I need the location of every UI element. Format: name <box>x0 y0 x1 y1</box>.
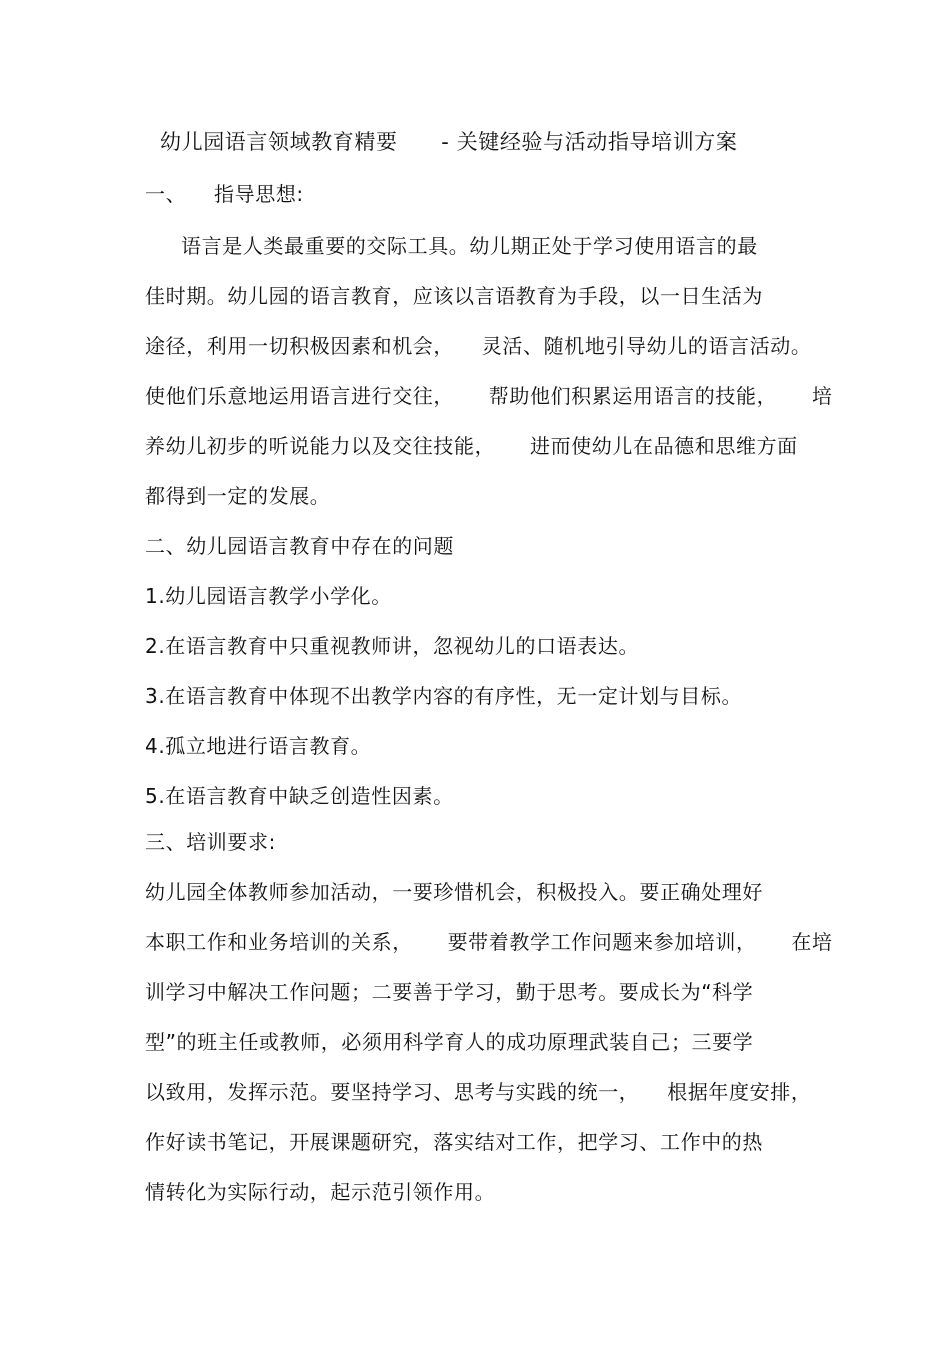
document-title: 幼儿园语言领域教育精要 - 关键经验与活动指导培训方案 <box>160 130 738 154</box>
list-item: 4.孤立地进行语言教育。 <box>145 734 372 758</box>
paragraph-line: 作好读书笔记，开展课题研究，落实结对工作，把学习、工作中的热 <box>145 1130 763 1154</box>
paragraph-line: 语言是人类最重要的交际工具。幼儿期正处于学习使用语言的最 <box>181 234 758 258</box>
paragraph-line: 以致用，发挥示范。要坚持学习、思考与实践的统一， 根据年度安排， <box>145 1080 812 1104</box>
paragraph-line: 型”的班主任或教师，必须用科学育人的成功原理武装自己；三要学 <box>145 1030 754 1054</box>
section-1-heading: 一、 指导思想: <box>145 182 304 206</box>
list-item: 3.在语言教育中体现不出教学内容的有序性，无一定计划与目标。 <box>145 684 743 708</box>
paragraph-line: 都得到一定的发展。 <box>145 484 331 508</box>
section-2-heading: 二、幼儿园语言教育中存在的问题 <box>145 534 454 558</box>
paragraph-line: 养幼儿初步的听说能力以及交往技能， 进而使幼儿在品德和思维方面 <box>145 434 798 458</box>
section-3-heading: 三、培训要求: <box>145 830 276 854</box>
paragraph-line: 佳时期。幼儿园的语言教育，应该以言语教育为手段，以一日生活为 <box>145 284 763 308</box>
paragraph-line: 训学习中解决工作问题；二要善于学习，勤于思考。要成长为“科学 <box>145 980 754 1004</box>
list-item: 5.在语言教育中缺乏创造性因素。 <box>145 784 454 808</box>
paragraph-line: 情转化为实际行动，起示范引领作用。 <box>145 1180 496 1204</box>
paragraph-line: 本职工作和业务培训的关系， 要带着教学工作问题来参加培训， 在培 <box>145 930 833 954</box>
list-item: 2.在语言教育中只重视教师讲，忽视幼儿的口语表达。 <box>145 634 640 658</box>
paragraph-line: 使他们乐意地运用语言进行交往， 帮助他们积累运用语言的技能， 培 <box>145 384 833 408</box>
paragraph-line: 幼儿园全体教师参加活动，一要珍惜机会，积极投入。要正确处理好 <box>145 880 763 904</box>
list-item: 1.幼儿园语言教学小学化。 <box>145 584 392 608</box>
paragraph-line: 途径，利用一切积极因素和机会， 灵活、随机地引导幼儿的语言活动。 <box>145 334 812 358</box>
